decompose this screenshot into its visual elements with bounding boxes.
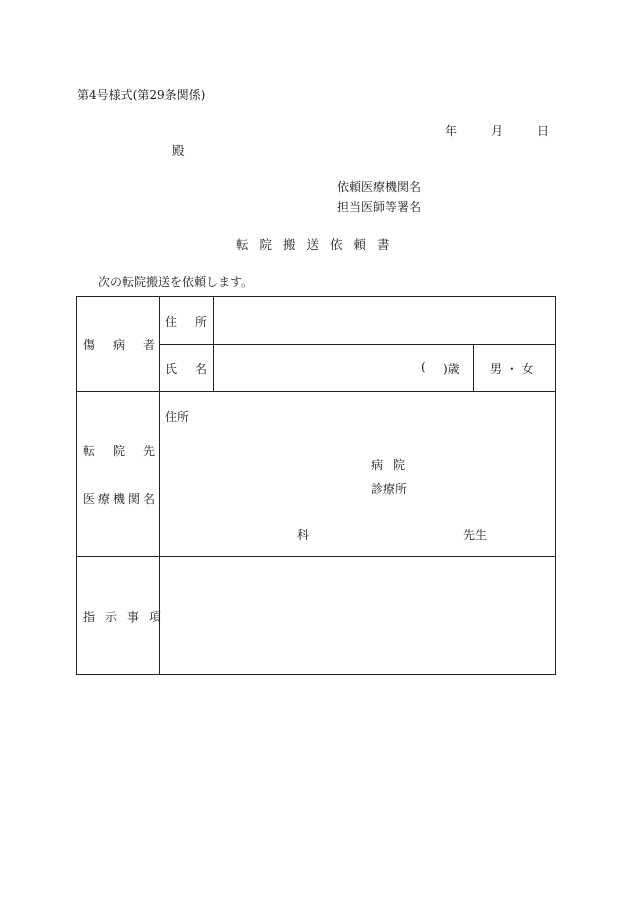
department-label: 科 xyxy=(297,528,310,542)
clinic-label: 診療所 xyxy=(371,482,408,496)
destination-label-line2: 医療機関名 xyxy=(83,492,159,506)
section-divider-1 xyxy=(77,391,555,392)
form-number: 第4号様式(第29条関係) xyxy=(77,88,206,102)
age-close-label: )歳 xyxy=(443,362,460,376)
instructions-label: 指示事項 xyxy=(83,610,172,624)
requesting-institution-label: 依頼医療機関名 xyxy=(337,180,422,194)
sex-divider xyxy=(473,344,474,391)
hospital-label: 病院 xyxy=(371,458,416,472)
section-divider-2 xyxy=(77,556,555,557)
destination-address-label: 住所 xyxy=(165,410,190,424)
month-label: 月 xyxy=(491,124,504,138)
age-open-paren: ( xyxy=(421,360,426,374)
patient-section-label: 傷病者 xyxy=(83,338,174,352)
year-label: 年 xyxy=(445,124,458,138)
patient-address-label: 住所 xyxy=(165,315,226,329)
addressee-suffix: 殿 xyxy=(172,143,185,158)
patient-row-divider xyxy=(159,344,555,345)
destination-label-line1: 転院先 xyxy=(83,444,174,458)
document-title: 転院搬送依頼書 xyxy=(236,237,401,252)
day-label: 日 xyxy=(537,124,550,138)
intro-text: 次の転院搬送を依頼します。 xyxy=(98,275,254,289)
sex-options: 男 ・ 女 xyxy=(490,362,534,376)
requesting-doctor-label: 担当医師等署名 xyxy=(337,200,422,214)
transfer-request-table xyxy=(76,296,556,675)
date-line xyxy=(445,122,549,139)
patient-name-label: 氏名 xyxy=(165,362,226,376)
doctor-label: 先生 xyxy=(463,528,488,542)
